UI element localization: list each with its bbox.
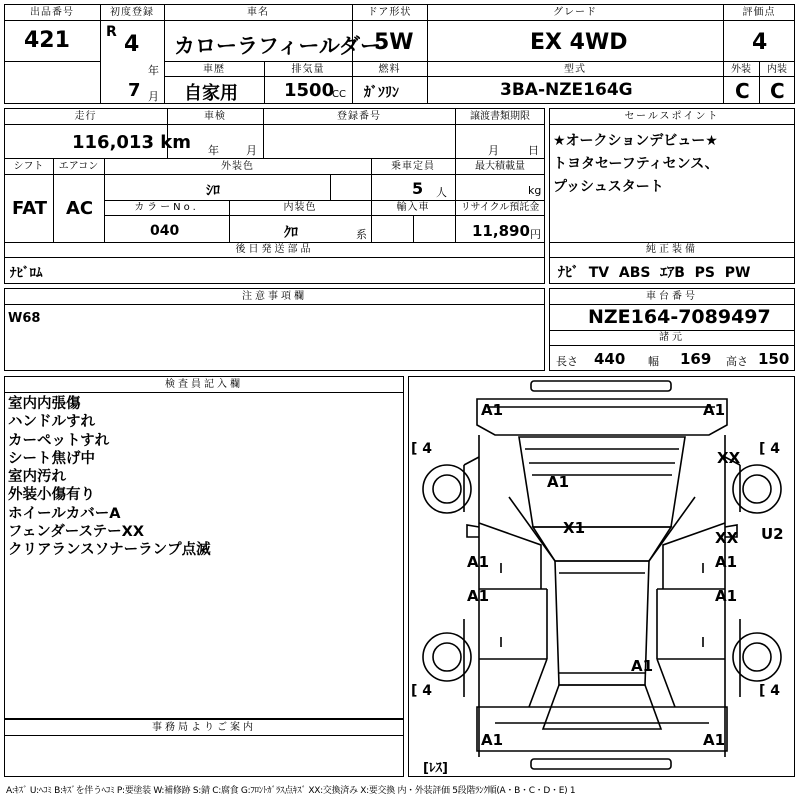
note-item: 室内汚れ	[8, 469, 66, 486]
tire-left-rear: [ 4	[411, 683, 433, 699]
damage-front-right: A1	[703, 401, 726, 419]
first-reg-month: 7	[128, 80, 141, 101]
damage-left-rear-door: A1	[467, 587, 490, 605]
lot-no-label: 出品番号	[5, 6, 99, 19]
history-label: 車歴	[165, 63, 263, 76]
lesu-label: [ﾚｽ]	[423, 761, 448, 776]
inspection-year-unit: 年	[208, 144, 219, 157]
int-color-label: 内装色	[230, 201, 370, 214]
later-parts-label: 後日発送部品	[5, 243, 544, 256]
sales-point-3: プッシュスタート	[553, 179, 664, 195]
capacity-value: 5	[412, 179, 424, 198]
note-item: クリアランスソナーランプ点滅	[8, 542, 211, 559]
mileage-label: 走行	[5, 110, 166, 123]
damage-rear-right: A1	[703, 731, 726, 749]
damage-right-front-door: XX	[715, 529, 739, 547]
note-item: 室内内張傷	[8, 396, 81, 412]
caution-label: 注意事項欄	[5, 290, 544, 303]
specs-label: 諸元	[550, 331, 794, 344]
damage-front-left: A1	[481, 401, 504, 419]
recycle-unit: 円	[530, 228, 541, 241]
inspection-month-unit: 月	[246, 144, 257, 157]
sales-point-1: ★オークションデビュー★	[553, 133, 718, 149]
doc-month-unit: 月	[488, 144, 499, 157]
int-color-suffix: 系	[356, 228, 367, 241]
import-label: 輸入車	[372, 201, 454, 214]
legend: A:ｷｽﾞ U:ﾍｺﾐ B:ｷｽﾞを伴うﾍｺﾐ P:要塗装 W:補修跡 S:錆 C:腐食 G:ﾌﾛﾝﾄｶﾞﾗｽ点ｷｽﾞ XX:交換済み X:要交換 内・外装評価 5段階ﾗﾝｸ順(A・B・C・D・E) 1	[6, 786, 576, 796]
interior-label: 内装	[760, 63, 794, 76]
exterior-label: 外装	[724, 63, 758, 76]
load-unit: kg	[528, 184, 542, 197]
score-label: 評価点	[724, 6, 794, 19]
damage-windshield: X1	[563, 519, 586, 537]
max-load-label: 最大積載量	[456, 160, 544, 173]
grade-value: EX 4WD	[530, 30, 628, 55]
tire-right-front: [ 4	[759, 441, 781, 457]
inspector-notes	[8, 395, 211, 560]
recycle-value: 11,890	[472, 222, 530, 240]
interior-grade: C	[770, 79, 785, 103]
int-color-value: ｸﾛ	[284, 225, 298, 241]
ext-color-value: ｼﾛ	[206, 183, 220, 199]
fuel-value: ｶﾞｿﾘﾝ	[364, 85, 399, 101]
damage-hood: A1	[547, 473, 570, 491]
exterior-grade: C	[735, 79, 750, 103]
note-item: シート焦げ中	[8, 450, 95, 467]
door-label: ドア形状	[353, 6, 426, 19]
transfer-doc-label: 譲渡書類期限	[456, 110, 544, 123]
height-value: 150	[758, 350, 790, 368]
lot-no-value: 421	[24, 28, 70, 53]
sales-point-label: セールスポイント	[550, 110, 794, 123]
year-unit: 年	[148, 64, 159, 77]
damage-right-fender: XX	[717, 449, 741, 467]
first-reg-label: 初度登録	[101, 6, 163, 19]
recycle-label: リサイクル預託金	[456, 201, 544, 214]
genuine-label: 純正装備	[550, 243, 794, 256]
displacement-value: 1500	[284, 80, 335, 101]
cc-unit: CC	[332, 89, 346, 100]
model-code-value: 3BA-NZE164G	[500, 80, 633, 100]
damage-rear-left: A1	[481, 731, 504, 749]
door-value: 5W	[374, 30, 414, 55]
mileage-value: 116,013 km	[72, 132, 191, 153]
damage-left-front-door: A1	[467, 553, 490, 571]
tire-right-rear: [ 4	[759, 683, 781, 699]
inspector-label: 検査員記入欄	[5, 378, 403, 391]
damage-right-rear-door: A1	[715, 587, 738, 605]
width-label: 幅	[648, 355, 659, 368]
sales-point-2: トヨタセーフティセンス、	[553, 156, 719, 172]
color-no-label: カラーNo.	[105, 201, 228, 214]
damage-right-door-upper: A1	[715, 553, 738, 571]
tire-left-front: [ 4	[411, 441, 433, 457]
car-name-label: 車名	[165, 6, 351, 19]
fuel-label: 燃料	[353, 63, 426, 76]
length-label: 長さ	[556, 355, 578, 368]
month-unit: 月	[148, 90, 159, 103]
damage-rear-roof: A1	[631, 657, 654, 675]
shift-value: FAT	[12, 198, 48, 219]
chassis-label: 車台番号	[550, 290, 794, 303]
aircon-label: エアコン	[54, 160, 103, 173]
shift-label: シフト	[5, 160, 52, 173]
color-no-value: 040	[150, 223, 180, 239]
car-outline	[409, 377, 794, 776]
car-diagram	[408, 376, 795, 777]
chassis-value: NZE164-7089497	[588, 306, 771, 328]
displacement-label: 排気量	[265, 63, 351, 76]
doc-day-unit: 日	[528, 144, 539, 157]
note-item: ホイールカバーA	[8, 505, 121, 522]
genuine-value: ﾅﾋﾞ TV ABS ｴｱB PS PW	[558, 265, 751, 281]
ext-color-label: 外装色	[105, 160, 370, 173]
note-item: カーペットすれ	[8, 432, 110, 449]
reg-no-label: 登録番号	[264, 110, 454, 123]
height-label: 高さ	[726, 355, 748, 368]
first-reg-year: 4	[124, 32, 140, 57]
note-item: 外装小傷有り	[8, 487, 95, 504]
width-value: 169	[680, 350, 712, 368]
office-label: 事務局よりご案内	[5, 721, 403, 734]
caution-value: W68	[8, 311, 41, 326]
damage-u2: U2	[761, 525, 784, 543]
aircon-value: AC	[66, 198, 94, 219]
inspection-label: 車検	[168, 110, 262, 123]
model-code-label: 型式	[428, 63, 722, 76]
length-value: 440	[594, 350, 626, 368]
capacity-unit: 人	[436, 186, 447, 199]
later-parts-value: ﾅﾋﾞﾛﾑ	[10, 266, 43, 281]
note-item: フェンダーステーXX	[8, 524, 145, 541]
note-item: ハンドルすれ	[8, 414, 95, 431]
capacity-label: 乗車定員	[372, 160, 454, 173]
score-value: 4	[752, 30, 768, 55]
car-name-value: カローラフィールダー	[174, 34, 382, 58]
grade-label: グレード	[428, 6, 722, 19]
history-value: 自家用	[184, 83, 238, 104]
era-mark: R	[106, 24, 117, 40]
